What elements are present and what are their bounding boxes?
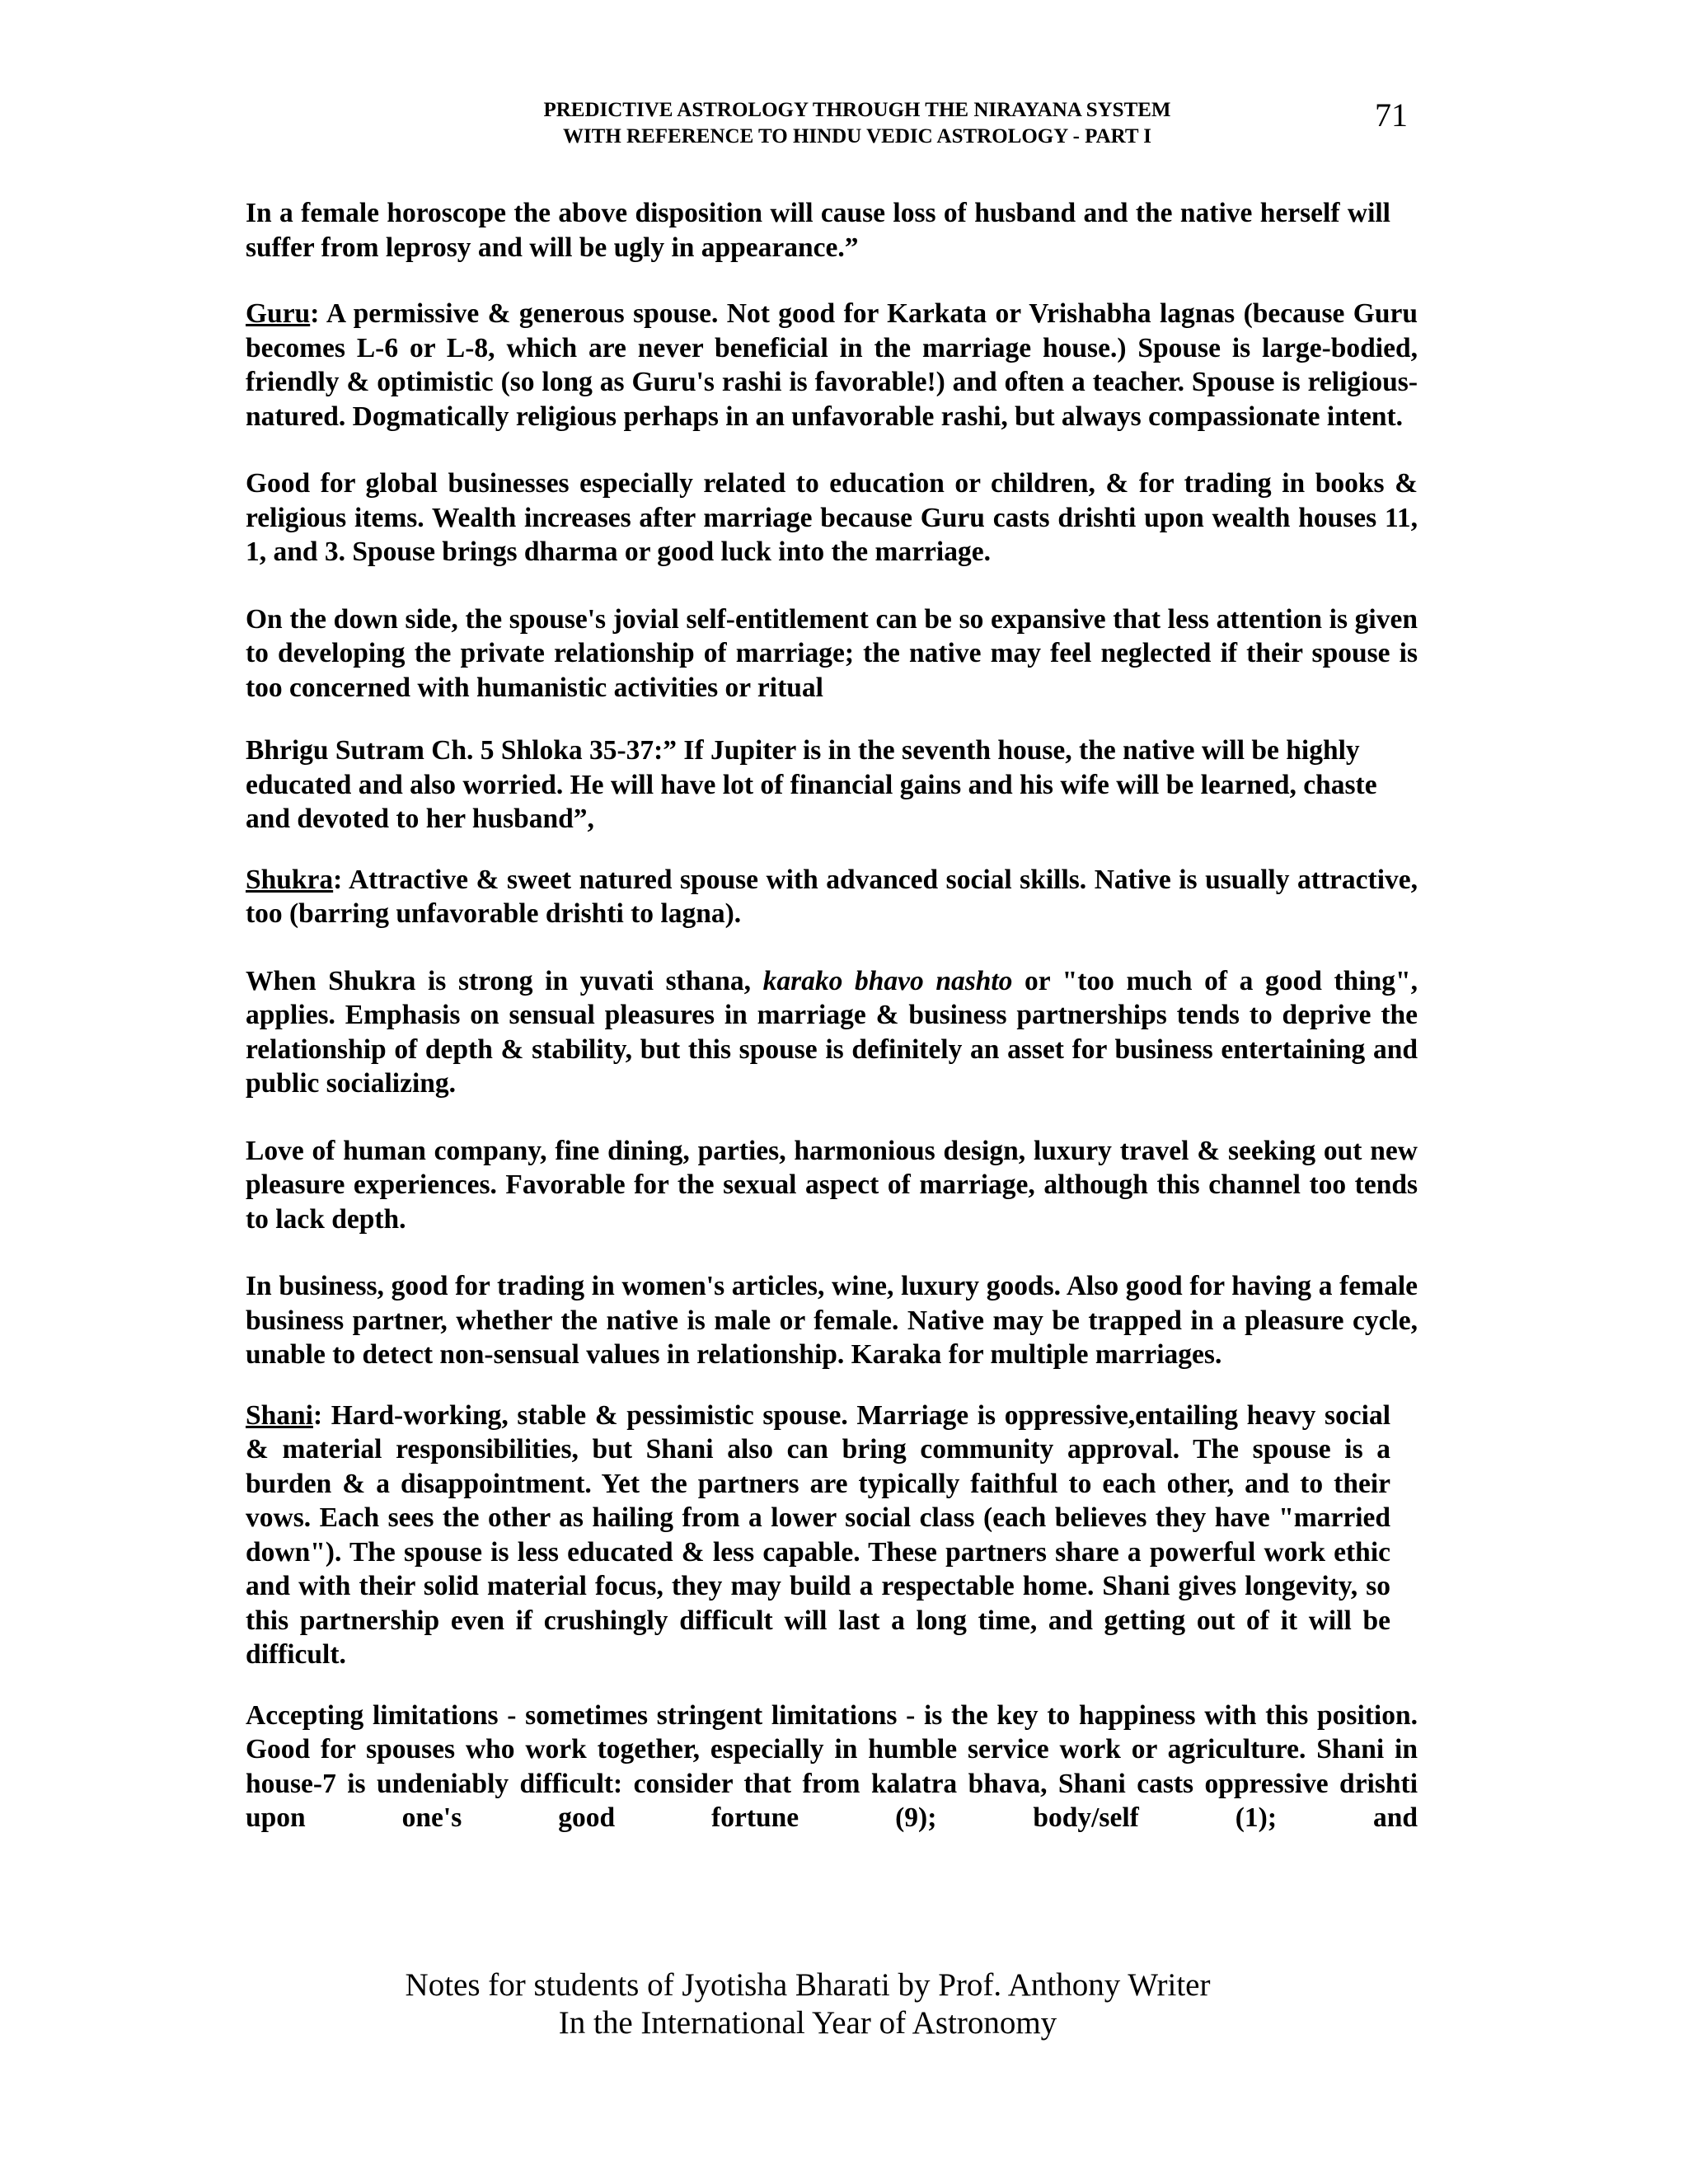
paragraph-shukra-strong bbox=[246, 964, 1418, 1101]
paragraph-bhrigu-sutram: Bhrigu Sutram Ch. 5 Shloka 35-37:” If Jupiter is in the seventh house, the native will be highly educated and also worried. He will have lot of financial gains and his wife will be learned, chaste and devoted to her husband”, bbox=[246, 735, 1377, 834]
shani-description: : Hard-working, stable & pessimistic spouse. Marriage is oppressive,entailing heavy social & material responsibilities, but Shani also can bring community approval. The spouse is a burden & a disappointment. Yet the partners are typically faithful to each other, and to their vows. Each sees the other as hailing from a lower social class (each believes they have "married down"). The spouse is less educated & less capable. These partners share a powerful work ethic and with their solid material focus, they may build a respectable home. Shani gives longevity, so this partnership even if crushingly difficult will last a long time, and getting out of it will be difficult. bbox=[246, 1399, 1390, 1670]
footer-line-1: Notes for students of Jyotisha Bharati by Prof. Anthony Writer bbox=[405, 1967, 1211, 2003]
term-shukra: Shukra bbox=[246, 864, 334, 895]
paragraph-guru-business: Good for global businesses especially related to education or children, & for trading in books & religious items. Wealth increases after marriage because Guru casts drishti upon wealth houses 11, 1, and 3. Spouse brings dharma or good luck into the marriage. bbox=[246, 468, 1418, 567]
footer-line-2: In the International Year of Astronomy bbox=[558, 2005, 1057, 2041]
running-header bbox=[247, 97, 1467, 150]
paragraph-shani bbox=[246, 1399, 1418, 1672]
paragraph-shani-limitations: Accepting limitations - sometimes stringent limitations - is the key to happiness with this position. Good for spouses who work together, especially in humble service work or agriculture. Shani in house-7 is undeniably difficult: consider that from kalatra bhava, Shani casts oppressive drishti upon one's good fortune (9); body/self (1); and bbox=[246, 1699, 1418, 1833]
header-line-2: WITH REFERENCE TO HINDU VEDIC ASTROLOGY - PART I bbox=[562, 125, 1152, 148]
paragraph-shukra bbox=[246, 863, 1418, 931]
paragraph-shukra-pleasures: Love of human company, fine dining, parties, harmonious design, luxury travel & seeking out new pleasure experiences. Favorable for the sexual aspect of marriage, although this channel too tends to lack depth. bbox=[246, 1135, 1418, 1235]
page-body bbox=[246, 196, 1418, 1835]
shukra-strong-text-before: When Shukra is strong in yuvati sthana, bbox=[246, 965, 763, 996]
paragraph-shukra-business: In business, good for trading in women's articles, wine, luxury goods. Also good for having a female business partner, whether the native is male or female. Native may be trapped in a pleasure cycle, unable to detect non-sensual values in relationship. Karaka for multiple marriages. bbox=[246, 1271, 1418, 1370]
paragraph-guru bbox=[246, 297, 1418, 434]
page-footer bbox=[247, 1966, 1368, 2042]
term-guru: Guru bbox=[246, 298, 311, 329]
guru-description: : A permissive & generous spouse. Not good for Karkata or Vrishabha lagnas (because Guru becomes L-6 or L-8, which are never beneficial in the marriage house.) Spouse is large-bodied, friendly & optimistic (so long as Guru's rashi is favorable!) and often a teacher. Spouse is religious-natured. Dogmatically religious perhaps in an unfavorable rashi, but always compassionate intent. bbox=[246, 298, 1418, 432]
shukra-description: : Attractive & sweet natured spouse with advanced social skills. Native is usually attractive, too (barring unfavorable drishti to lagna). bbox=[246, 864, 1418, 929]
shukra-strong-text-after: or "too much of a good thing", applies. Emphasis on sensual pleasures in marriage & business partnerships tends to deprive the relationship of depth & stability, but this spouse is definitely an asset for business entertaining and public socializing. bbox=[246, 965, 1418, 1099]
sanskrit-phrase: karako bhavo nashto bbox=[762, 965, 1013, 996]
header-line-1: PREDICTIVE ASTROLOGY THROUGH THE NIRAYANA SYSTEM bbox=[543, 99, 1171, 121]
paragraph-guru-downside: On the down side, the spouse's jovial self-entitlement can be so expansive that less attention is given to developing the private relationship of marriage; the native may feel neglected if their spouse is too concerned with humanistic activities or ritual bbox=[246, 603, 1418, 703]
page-number: 71 bbox=[1375, 96, 1408, 134]
paragraph-female-horoscope: In a female horoscope the above disposition will cause loss of husband and the native herself will suffer from leprosy and will be ugly in appearance.” bbox=[246, 198, 1390, 263]
term-shani: Shani bbox=[246, 1399, 313, 1431]
